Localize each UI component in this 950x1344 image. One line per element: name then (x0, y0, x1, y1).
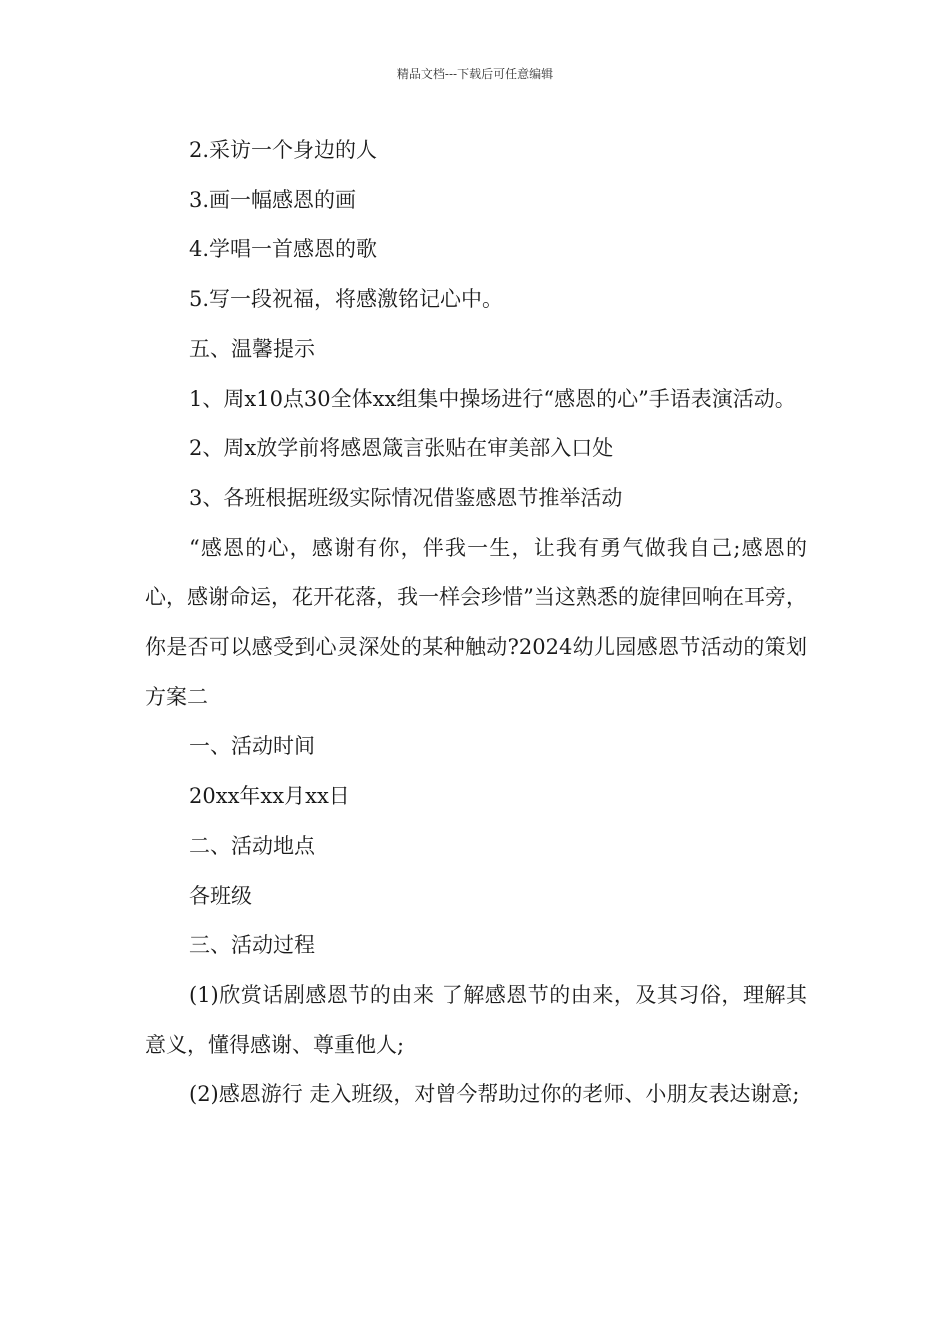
process-item-1: (1)欣赏话剧感恩节的由来 了解感恩节的由来，及其习俗，理解其意义，懂得感谢、尊重他人; (145, 982, 807, 1057)
section-heading-tips: 五、温馨提示 (189, 336, 315, 361)
list-item-interview: 2.采访一个身边的人 (189, 138, 378, 162)
list-item-drawing: 3.画一幅感恩的画 (189, 187, 357, 212)
list-item-blessing: 5.写一段祝福，将感激铭记心中。 (189, 287, 504, 312)
process-item-2: (2)感恩游行 走入班级，对曾今帮助过你的老师、小朋友表达谢意; (189, 1082, 800, 1107)
list-item-song: 4.学唱一首感恩的歌 (189, 237, 378, 262)
page-header: 精品文档---下载后可任意编辑 (396, 67, 554, 81)
section-heading-location: 二、活动地点 (189, 833, 315, 858)
intro-paragraph: “感恩的心，感谢有你，伴我一生，让我有勇气做我自己;感恩的心，感谢命运，花开花落，我一样会珍惜”当这熟悉的旋律回响在耳旁，你是否可以感受到心灵深处的某种触动?2024幼儿园感恩节活动的策划方案二 (145, 535, 807, 709)
tip-item-1: 1、周x10点30全体xx组集中操场进行“感恩的心”手语表演活动。 (189, 386, 796, 411)
tip-item-3: 3、各班根据班级实际情况借鉴感恩节推举活动 (189, 485, 623, 510)
activity-date: 20xx年xx月xx日 (189, 784, 350, 809)
activity-location: 各班级 (189, 883, 252, 908)
section-heading-process: 三、活动过程 (189, 933, 315, 958)
tip-item-2: 2、周x放学前将感恩箴言张贴在审美部入口处 (189, 436, 614, 461)
section-heading-time: 一、活动时间 (189, 734, 315, 759)
document-body (145, 126, 807, 1120)
